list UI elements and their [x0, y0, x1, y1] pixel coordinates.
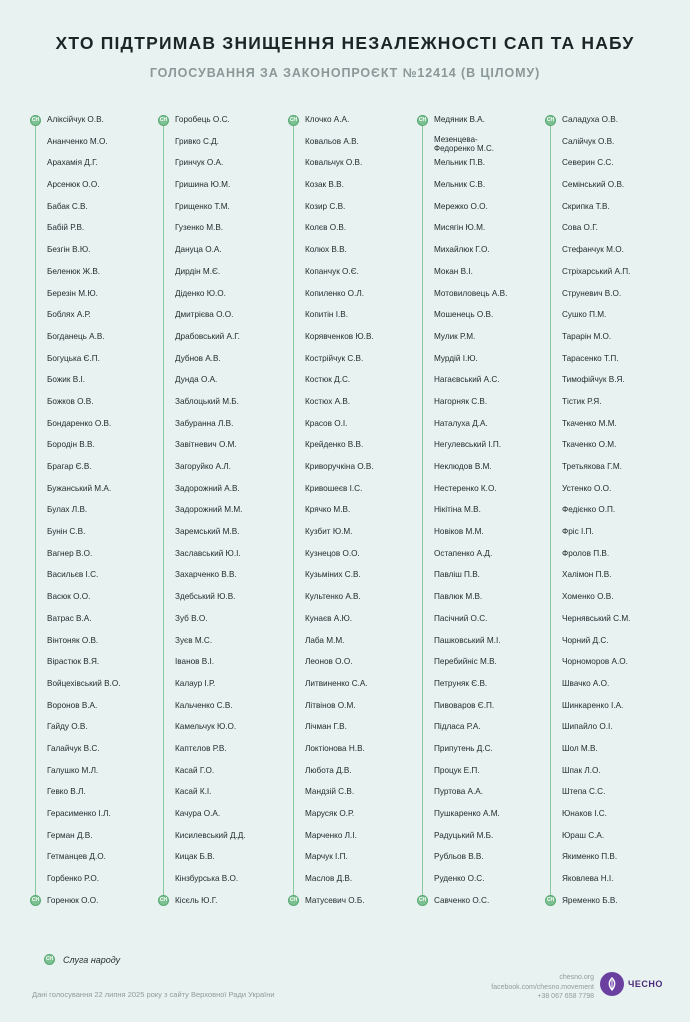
deputy-name: Петруняк Є.В. — [434, 678, 488, 688]
deputy-name: Леонов О.О. — [305, 657, 353, 667]
deputy-name: Шипайло О.І. — [562, 722, 613, 732]
party-marker-icon: СН — [545, 895, 556, 906]
deputy-name: Швачко А.О. — [562, 678, 610, 688]
deputy-name: Шол М.В. — [562, 743, 598, 753]
deputy-name: Аліксійчук О.В. — [47, 115, 104, 124]
deputy-name: Кривошеєв І.С. — [305, 483, 363, 493]
deputy-name: Копиленко О.Л. — [305, 288, 364, 298]
deputy-name: Березін М.Ю. — [47, 288, 98, 298]
deputy-name: Захарченко В.В. — [175, 570, 237, 580]
party-marker-icon: СН — [158, 115, 169, 126]
deputy-name: Остапенко А.Д. — [434, 548, 493, 558]
deputy-name: Васильєв І.С. — [47, 570, 99, 580]
deputy-name: Копитін І.В. — [305, 310, 348, 320]
deputy-name: Нікітіна М.В. — [434, 505, 481, 515]
deputy-name: Бондаренко О.В. — [47, 418, 112, 428]
deputy-name: Кальченко С.В. — [175, 700, 233, 710]
deputy-name: Михайлюк Г.О. — [434, 245, 490, 255]
deputy-name: Лаба М.М. — [305, 635, 345, 645]
deputy-name: Заремський М.В. — [175, 527, 240, 537]
deputy-name: Герасименко І.Л. — [47, 809, 111, 818]
deputy-name: Воронов В.А. — [47, 700, 98, 710]
deputy-name: Штепа С.С. — [562, 787, 606, 797]
deputy-name: Ананченко М.О. — [47, 136, 108, 146]
deputy-name: Мельник П.В. — [434, 158, 486, 168]
deputy-name: Ватрас В.А. — [47, 613, 92, 623]
deputy-name: Гевко В.Л. — [47, 787, 86, 797]
deputy-name: Бунін С.В. — [47, 527, 86, 537]
deputy-name: Гривко С.Д. — [175, 136, 219, 146]
logo-icon — [600, 972, 624, 996]
deputies-column — [547, 113, 675, 913]
deputies-column — [160, 113, 288, 913]
deputy-name: Скрипка Т.В. — [562, 201, 610, 211]
deputy-name: Яременко Б.В. — [562, 895, 618, 905]
deputy-name: Новіков М.М. — [434, 527, 484, 537]
deputy-name: Медяник В.А. — [434, 115, 485, 124]
deputy-name: Войцехівський В.О. — [47, 678, 121, 688]
deputies-list-items — [434, 113, 514, 915]
deputy-name: Мотовиловець А.В. — [434, 288, 508, 298]
deputy-name: Богуцька Є.П. — [47, 353, 100, 363]
deputy-name: Булах Л.В. — [47, 505, 88, 515]
deputy-name: Дануца О.А. — [175, 245, 222, 255]
deputy-name: Літвінов О.М. — [305, 700, 356, 710]
deputy-name: Галушко М.Л. — [47, 765, 99, 775]
deputies-column — [419, 113, 547, 913]
deputy-name: Колєв О.В. — [305, 223, 347, 233]
deputy-name: Марусяк О.Р. — [305, 809, 355, 818]
deputy-name: Вінтоняк О.В. — [47, 635, 99, 645]
deputy-name: Матусевич О.Б. — [305, 895, 365, 905]
deputy-name: Дубнов А.В. — [175, 353, 221, 363]
deputy-name: Ткаченко О.М. — [562, 440, 617, 450]
party-marker-icon: СН — [44, 954, 55, 965]
deputy-name: Пуртова А.А. — [434, 787, 484, 797]
deputy-name: Мисягін Ю.М. — [434, 223, 486, 233]
deputy-name: Красов О.І. — [305, 418, 348, 428]
deputy-name: Костюк Д.С. — [305, 375, 351, 385]
deputy-name: Пашковський М.І. — [434, 635, 501, 645]
deputies-list-items — [562, 113, 630, 915]
deputy-name: Заславський Ю.І. — [175, 548, 241, 558]
deputy-name: Грищенко Т.М. — [175, 201, 230, 211]
deputy-name: Сушко П.М. — [562, 310, 607, 320]
deputy-name: Гузенко М.В. — [175, 223, 224, 233]
deputy-name: Савченко О.С. — [434, 895, 490, 905]
deputy-name: Драбовський А.Г. — [175, 331, 240, 341]
deputy-name: Криворучкіна О.В. — [305, 462, 374, 471]
deputy-name: Калаур І.Р. — [175, 678, 216, 688]
column-line — [35, 120, 36, 900]
party-marker-icon: СН — [288, 115, 299, 126]
deputy-name: Нагаєвський А.С. — [434, 375, 500, 385]
deputy-name: Дунда О.А. — [175, 375, 218, 385]
deputy-name: Якименко П.В. — [562, 852, 618, 862]
deputies-list-items — [175, 113, 246, 915]
deputy-name: Негулевський І.П. — [434, 440, 502, 450]
deputies-list-items — [305, 113, 374, 915]
deputy-name: Радуцький М.Б. — [434, 830, 494, 840]
deputy-name: Касай Г.О. — [175, 765, 215, 775]
deputy-name: Безгін В.Ю. — [47, 245, 91, 255]
deputy-name: Гришина Ю.М. — [175, 180, 231, 190]
column-line — [550, 120, 551, 900]
deputy-name: Бородін В.В. — [47, 440, 95, 450]
deputy-name: Тимофійчук В.Я. — [562, 375, 625, 385]
deputy-name: Перебийніс М.В. — [434, 657, 497, 667]
deputy-name: Любота Д.В. — [305, 765, 352, 775]
chesno-logo — [600, 972, 663, 996]
deputy-name: Мезенцева-Федоренко М.С. — [434, 134, 494, 153]
deputy-name: Пивоваров Є.П. — [434, 700, 495, 710]
deputy-name: Гетманцев Д.О. — [47, 852, 106, 862]
deputy-name: Божков О.В. — [47, 396, 94, 406]
deputy-name: Задорожний А.В. — [175, 483, 240, 493]
page-subtitle: ГОЛОСУВАННЯ ЗА ЗАКОНОПРОЄКТ №12414 (В ЦІЛОМУ) — [149, 66, 541, 80]
deputy-name: Кузьміних С.В. — [305, 570, 361, 580]
deputy-name: Здебський Ю.В. — [175, 592, 236, 602]
deputy-name: Боблях А.Р. — [47, 310, 91, 320]
deputy-name: Зуєв М.С. — [175, 635, 213, 645]
column-line — [293, 120, 294, 900]
deputy-name: Неклюдов В.М. — [434, 462, 492, 471]
deputy-name: Фролов П.В. — [562, 548, 610, 558]
deputy-name: Крейденко В.В. — [305, 440, 364, 450]
deputy-name: Костюх А.В. — [305, 396, 351, 406]
deputy-name: Стефанчук М.О. — [562, 245, 624, 255]
deputy-name: Халімон П.В. — [562, 570, 612, 580]
deputy-name: Устенко О.О. — [562, 483, 612, 493]
logo-text: ЧЕСНО — [628, 979, 663, 989]
page-title: ХТО ПІДТРИМАВ ЗНИЩЕННЯ НЕЗАЛЕЖНОСТІ САП ТА НАБУ — [55, 33, 635, 53]
deputy-name: Ковальчук О.В. — [305, 158, 363, 168]
deputy-name: Зуб В.О. — [175, 613, 208, 623]
deputy-name: Кисилевський Д.Д. — [175, 830, 246, 840]
deputies-column — [290, 113, 418, 913]
deputy-name: Чернявський С.М. — [562, 613, 631, 623]
deputy-name: Чорноморов А.О. — [562, 657, 628, 667]
deputy-name: Семінський О.В. — [562, 180, 625, 190]
contact-phone: +38 067 658 7798 — [537, 993, 594, 1000]
deputy-name: Марчук І.П. — [305, 852, 348, 862]
deputy-name: Колюх В.В. — [305, 245, 347, 255]
source-note: Дані голосування 22 липня 2025 року з сайту Верховної Ради України — [32, 990, 275, 999]
deputies-column — [32, 113, 160, 913]
deputy-name: Хоменко О.В. — [562, 592, 614, 602]
deputy-name: Загоруйко А.Л. — [175, 462, 231, 471]
deputy-name: Ковальов А.В. — [305, 136, 359, 146]
deputy-name: Юнаков І.С. — [562, 809, 607, 818]
deputy-name: Беленюк Ж.В. — [47, 266, 101, 276]
deputy-name: Корявченков Ю.В. — [305, 331, 374, 341]
deputy-name: Іванов В.І. — [175, 657, 215, 667]
column-line — [422, 120, 423, 900]
deputy-name: Гринчук О.А. — [175, 158, 224, 168]
deputies-list — [0, 113, 690, 913]
legend-label: Слуга народу — [63, 954, 121, 965]
deputy-name: Салійчук О.В. — [562, 136, 615, 146]
deputy-name: Наталуха Д.А. — [434, 418, 488, 428]
deputy-name: Павліш П.В. — [434, 570, 480, 580]
deputy-name: Яковлева Н.І. — [562, 874, 614, 884]
deputy-name: Процук Е.П. — [434, 765, 480, 775]
deputy-name: Марченко Л.І. — [305, 830, 357, 840]
deputy-name: Бужанський М.А. — [47, 483, 112, 493]
deputy-name: Бабак С.В. — [47, 201, 88, 211]
deputy-name: Божик В.І. — [47, 375, 86, 385]
deputy-name: Третьякова Г.М. — [562, 462, 622, 471]
deputy-name: Кінзбурська В.О. — [175, 874, 239, 884]
deputy-name: Саладуха О.В. — [562, 115, 618, 124]
deputy-name: Тарасенко Т.П. — [562, 353, 619, 363]
deputy-name: Локтіонова Н.В. — [305, 743, 365, 753]
deputy-name: Фріс І.П. — [562, 527, 594, 537]
deputy-name: Павлюк М.В. — [434, 592, 483, 602]
deputy-name: Северин С.С. — [562, 158, 614, 168]
deputy-name: Арсенюк О.О. — [47, 180, 100, 190]
deputy-name: Задорожний М.М. — [175, 505, 243, 515]
deputy-name: Клочко А.А. — [305, 115, 350, 124]
deputy-name: Васюк О.О. — [47, 592, 91, 602]
party-marker-icon: СН — [417, 115, 428, 126]
deputy-name: Шинкаренко І.А. — [562, 700, 624, 710]
deputy-name: Культенко А.В. — [305, 592, 361, 602]
deputy-name: Козак В.В. — [305, 180, 344, 190]
deputy-name: Лічман Г.В. — [305, 722, 347, 732]
deputies-list-items — [47, 113, 120, 915]
party-marker-icon: СН — [288, 895, 299, 906]
deputy-name: Богданець А.В. — [47, 331, 105, 341]
deputy-name: Брагар Є.В. — [47, 462, 92, 471]
deputy-name: Струневич В.О. — [562, 288, 622, 298]
deputy-name: Мандзій С.В. — [305, 787, 355, 797]
deputy-name: Ткаченко М.М. — [562, 418, 617, 428]
deputy-name: Мельник С.В. — [434, 180, 486, 190]
party-marker-icon: СН — [30, 115, 41, 126]
deputy-name: Мурдій І.Ю. — [434, 353, 478, 363]
deputy-name: Підласа Р.А. — [434, 722, 481, 732]
deputy-name: Чорний Д.С. — [562, 635, 609, 645]
deputy-name: Вагнер В.О. — [47, 548, 93, 558]
legend — [44, 954, 120, 965]
deputy-name: Тарарін М.О. — [562, 331, 612, 341]
deputy-name: Вірастюк В.Я. — [47, 657, 100, 667]
deputy-name: Маслов Д.В. — [305, 874, 353, 884]
deputy-name: Завітневич О.М. — [175, 440, 237, 450]
deputy-name: Мережко О.О. — [434, 201, 488, 211]
deputy-name: Камельчук Ю.О. — [175, 722, 237, 732]
deputy-name: Каптєлов Р.В. — [175, 743, 227, 753]
deputy-name: Діденко Ю.О. — [175, 288, 226, 298]
deputy-name: Арахамія Д.Г. — [47, 158, 98, 168]
deputy-name: Копанчук О.Є. — [305, 266, 359, 276]
deputy-name: Кісєль Ю.Г. — [175, 895, 218, 905]
deputy-name: Тістик Р.Я. — [562, 396, 602, 406]
deputy-name: Кузнецов О.О. — [305, 548, 360, 558]
deputy-name: Нестеренко К.О. — [434, 483, 497, 493]
deputy-name: Горобець О.С. — [175, 115, 230, 124]
deputy-name: Пушкаренко А.М. — [434, 809, 500, 818]
deputy-name: Нагорняк С.В. — [434, 396, 488, 406]
deputy-name: Бабій Р.В. — [47, 223, 85, 233]
deputy-name: Забуранна Л.В. — [175, 418, 234, 428]
deputy-name: Руденко О.С. — [434, 874, 485, 884]
deputy-name: Касай К.І. — [175, 787, 212, 797]
deputy-name: Кицак Б.В. — [175, 852, 215, 862]
party-marker-icon: СН — [30, 895, 41, 906]
contact-facebook[interactable]: facebook.com/chesno.movement — [491, 983, 594, 991]
deputy-name: Мокан В.І. — [434, 266, 473, 276]
deputy-name: Пасічний О.С. — [434, 613, 488, 623]
deputy-name: Федієнко О.П. — [562, 505, 616, 515]
contacts — [470, 973, 594, 1002]
party-marker-icon: СН — [417, 895, 428, 906]
contact-site[interactable]: chesno.org — [559, 974, 594, 981]
deputy-name: Галайчук В.С. — [47, 743, 100, 753]
deputy-name: Крячко М.В. — [305, 505, 351, 515]
deputy-name: Припутень Д.С. — [434, 743, 493, 753]
deputy-name: Дирдін М.Є. — [175, 266, 221, 276]
deputy-name: Заблоцький М.Б. — [175, 396, 239, 406]
deputy-name: Кунаєв А.Ю. — [305, 613, 353, 623]
deputy-name: Гайду О.В. — [47, 722, 88, 732]
deputy-name: Мулик Р.М. — [434, 331, 476, 341]
party-marker-icon: СН — [545, 115, 556, 126]
deputy-name: Стріхарський А.П. — [562, 266, 631, 276]
deputy-name: Качура О.А. — [175, 809, 221, 818]
column-line — [163, 120, 164, 900]
deputy-name: Рубльов В.В. — [434, 852, 484, 862]
deputy-name: Козир С.В. — [305, 201, 346, 211]
deputy-name: Сова О.Г. — [562, 223, 598, 233]
deputy-name: Горбенко Р.О. — [47, 874, 99, 884]
deputy-name: Кострійчук С.В. — [305, 353, 364, 363]
deputy-name: Кузбит Ю.М. — [305, 527, 353, 537]
deputy-name: Герман Д.В. — [47, 830, 93, 840]
deputy-name: Юраш С.А. — [562, 830, 605, 840]
deputy-name: Дмитрієва О.О. — [175, 310, 234, 320]
deputy-name: Мошенець О.В. — [434, 310, 494, 320]
deputy-name: Шпак Л.О. — [562, 765, 601, 775]
party-marker-icon: СН — [158, 895, 169, 906]
deputy-name: Литвиненко С.А. — [305, 678, 368, 688]
deputy-name: Горенюк О.О. — [47, 895, 99, 905]
